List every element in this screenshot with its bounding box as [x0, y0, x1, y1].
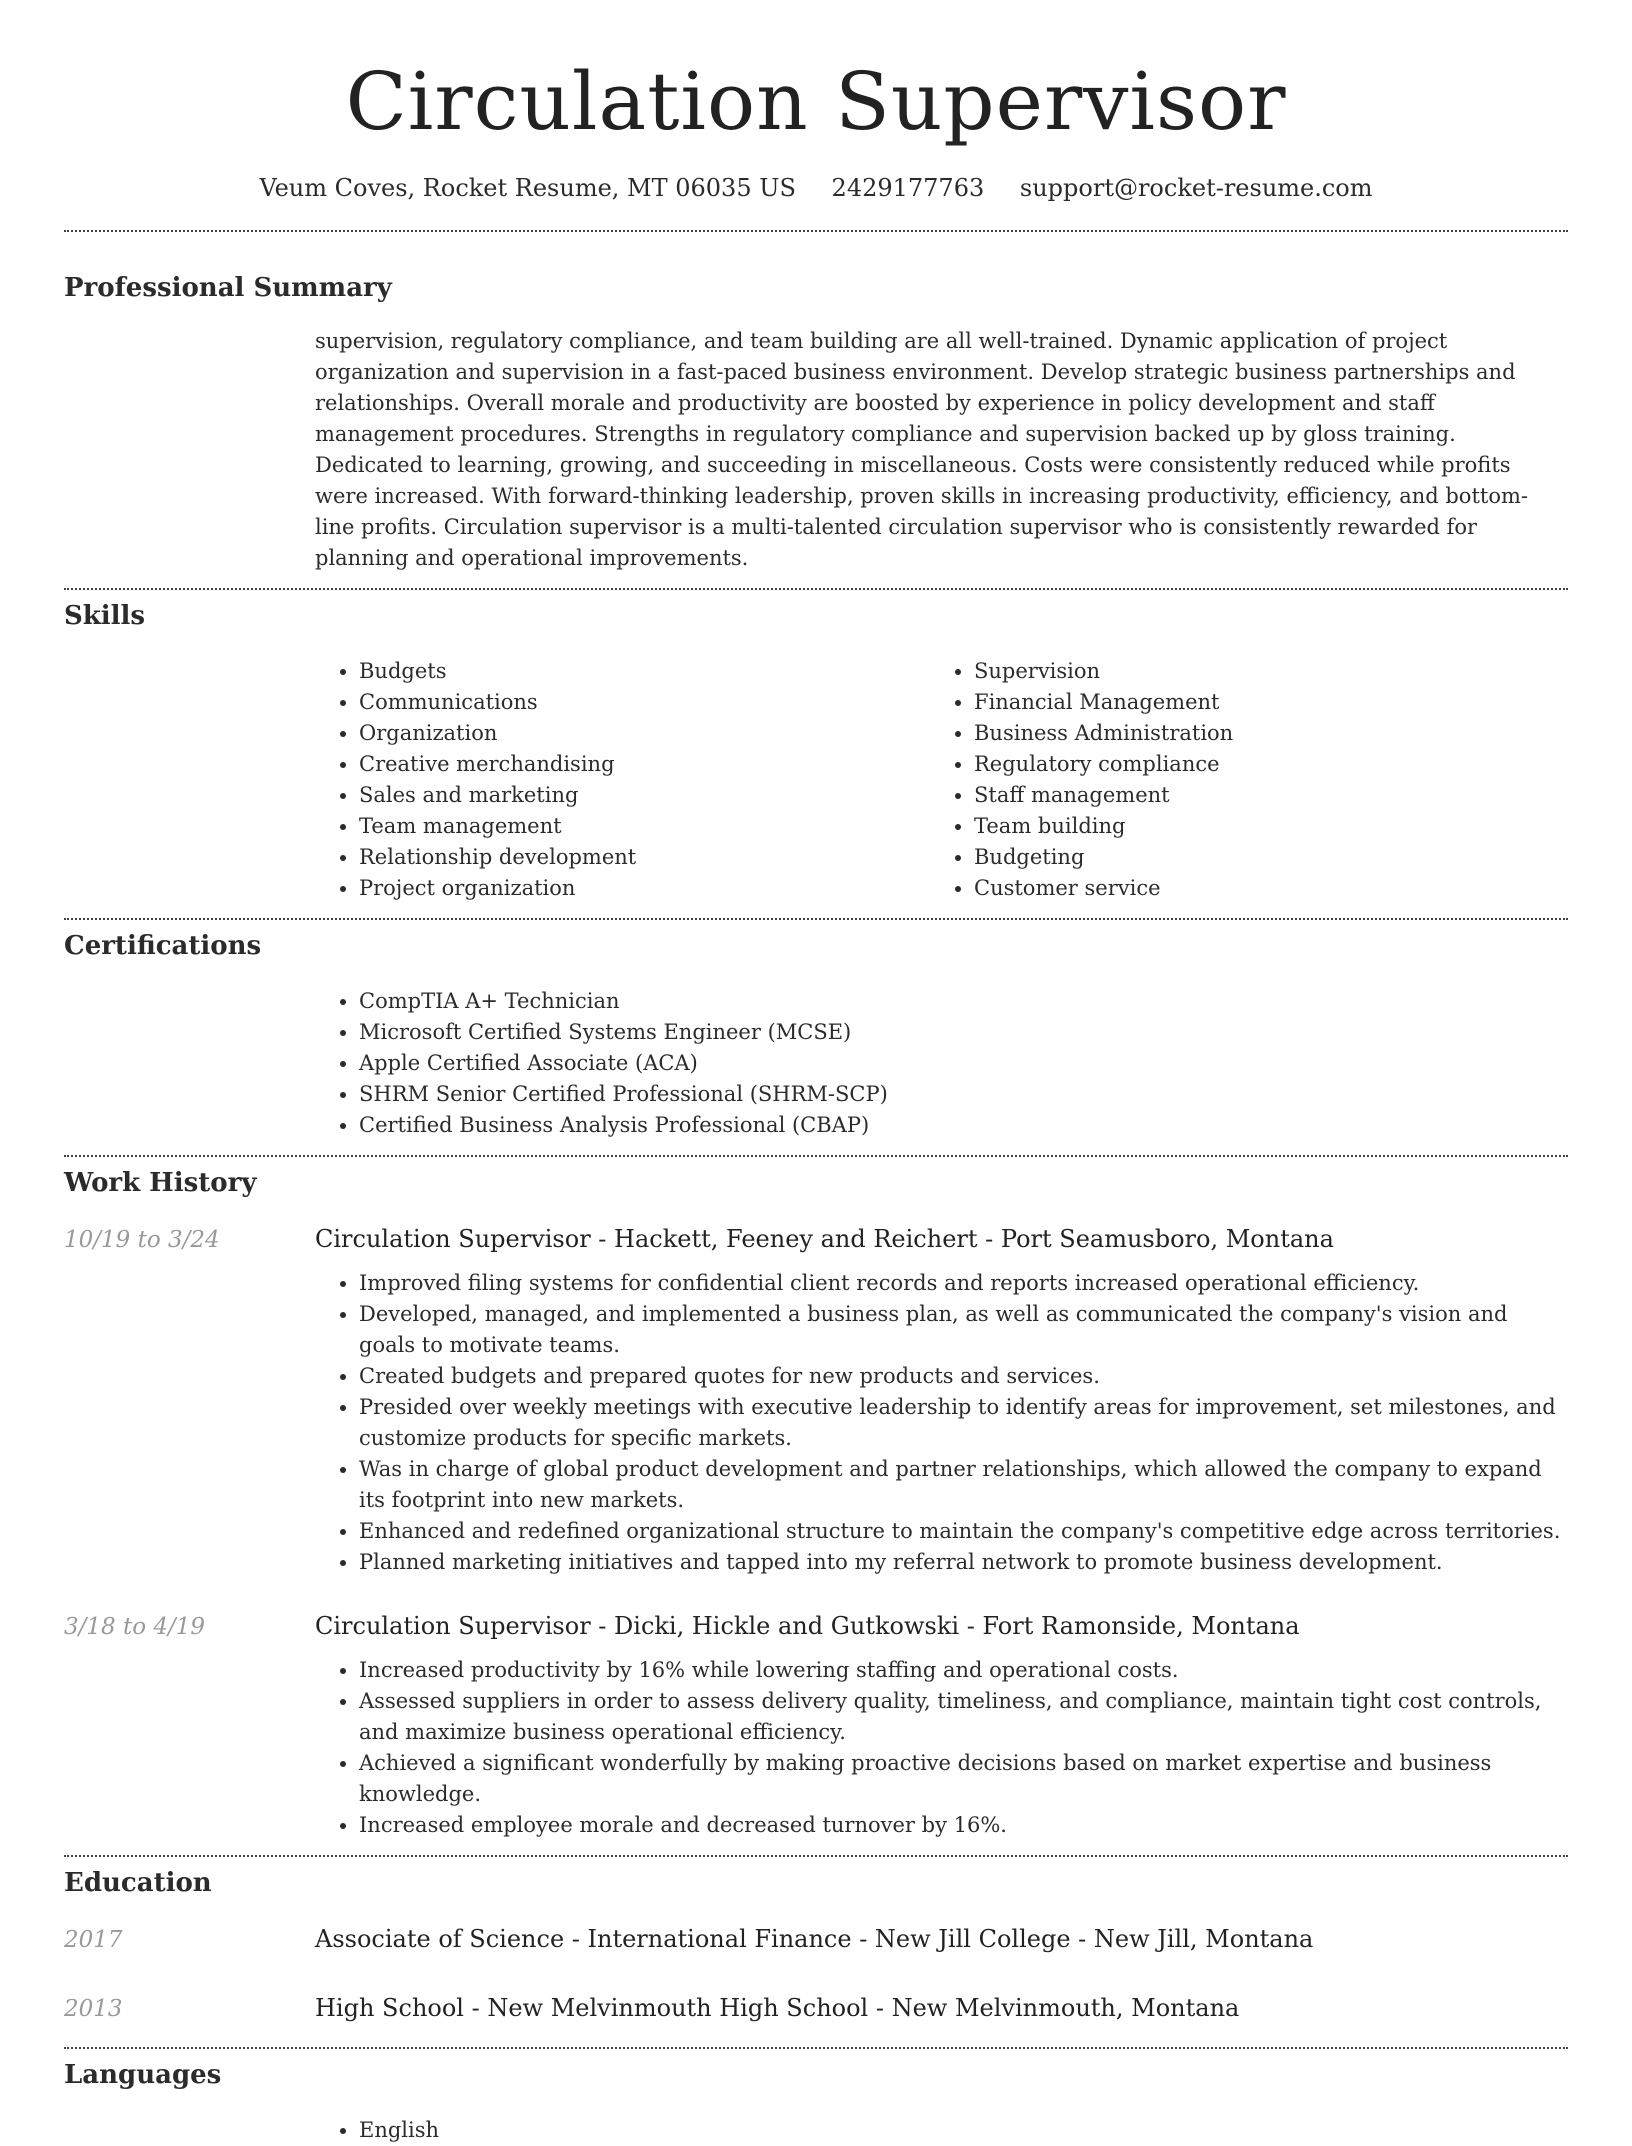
job-bullet: • Created budgets and prepared quotes for new products and services. [359, 1361, 1568, 1392]
job-bullets [315, 1655, 1568, 1841]
certification-item: • CompTIA A+ Technician [359, 986, 1568, 1017]
job-bullet: • Was in charge of global product development and partner relationships, which allowed the company to expand its footprint into new markets. [359, 1454, 1568, 1516]
section-title-summary: Professional Summary [64, 273, 392, 303]
job-date: 10/19 to 3/24 [64, 1227, 220, 1253]
skill-item: • Organization [359, 718, 930, 749]
skill-item: • Supervision [974, 656, 1545, 687]
job-bullet: • Enhanced and redefined organizational structure to maintain the company's competitive edge across territories. [359, 1516, 1568, 1547]
section-summary [64, 272, 1568, 574]
education-title: Associate of Science - International Finance - New Jill College - New Jill, Montana [315, 1925, 1314, 1953]
job-bullet: • Developed, managed, and implemented a business plan, as well as communicated the company's vision and goals to motivate teams. [359, 1299, 1568, 1361]
job-title: Circulation Supervisor - Dicki, Hickle and Gutkowski - Fort Ramonside, Montana [315, 1612, 1300, 1640]
summary-text: supervision, regulatory compliance, and team building are all well-trained. Dynamic application of project organization and supervision in a fast-paced business environment. Develop strategic business partnerships and relationships. Overall morale and productivity are boosted by experience in policy development and staff management procedures. Strengths in regulatory compliance and supervision backed up by gloss training. Dedicated to learning, growing, and succeeding in miscellaneous. Costs were consistently reduced while profits were increased. With forward-thinking leadership, proven skills in increasing productivity, efficiency, and bottom-line profits. Circulation supervisor is a multi-talented circulation supervisor who is consistently rewarded for planning and operational improvements. [315, 329, 1528, 570]
skill-item: • Budgeting [974, 842, 1545, 873]
certification-item: • Certified Business Analysis Professional (CBAP) [359, 1110, 1568, 1141]
job-date: 3/18 to 4/19 [64, 1614, 206, 1640]
contact-email: support@rocket-resume.com [1019, 174, 1373, 202]
job-entry [64, 1223, 1568, 1578]
job-bullet: • Planned marketing initiatives and tapped into my referral network to promote business development. [359, 1547, 1568, 1578]
skill-item: • Communications [359, 687, 930, 718]
section-title-languages: Languages [64, 2060, 222, 2090]
job-bullet: • Increased productivity by 16% while lowering staffing and operational costs. [359, 1655, 1568, 1686]
skill-item: • Business Administration [974, 718, 1545, 749]
job-bullet: • Assessed suppliers in order to assess delivery quality, timeliness, and compliance, maintain tight cost controls, and maximize business operational efficiency. [359, 1686, 1568, 1748]
contact-line [64, 172, 1568, 204]
job-title: Circulation Supervisor - Hackett, Feeney and Reichert - Port Seamusboro, Montana [315, 1225, 1334, 1253]
section-work-history [64, 1167, 1568, 1841]
certifications-content [315, 986, 1568, 1141]
section-title-certifications: Certifications [64, 931, 262, 961]
section-title-work: Work History [64, 1168, 257, 1198]
divider [64, 588, 1568, 590]
certification-item: • Microsoft Certified Systems Engineer (MCSE) [359, 1017, 1568, 1048]
job-bullet: • Improved filing systems for confidential client records and reports increased operational efficiency. [359, 1268, 1568, 1299]
certifications-list [315, 986, 1568, 1141]
education-title: High School - New Melvinmouth High School - New Melvinmouth, Montana [315, 1994, 1240, 2022]
skill-item: • Sales and marketing [359, 780, 930, 811]
section-title-education: Education [64, 1868, 212, 1898]
skill-item: • Regulatory compliance [974, 749, 1545, 780]
job-header [64, 1610, 1568, 1643]
job-bullet: • Achieved a significant wonderfully by making proactive decisions based on market expertise and business knowledge. [359, 1748, 1568, 1810]
skill-item: • Team management [359, 811, 930, 842]
education-entry [64, 1992, 1568, 2025]
education-date: 2013 [64, 1996, 123, 2022]
divider [64, 1855, 1568, 1857]
education-date: 2017 [64, 1927, 123, 1953]
job-bullet: • Increased employee morale and decreased turnover by 16%. [359, 1810, 1568, 1841]
job-entry [64, 1610, 1568, 1841]
skill-item: • Financial Management [974, 687, 1545, 718]
job-bullets [315, 1268, 1568, 1578]
section-education [64, 1867, 1568, 2025]
skill-item: • Team building [974, 811, 1545, 842]
contact-phone: 2429177763 [831, 174, 985, 202]
job-header [64, 1223, 1568, 1256]
skill-item: • Creative merchandising [359, 749, 930, 780]
divider [64, 918, 1568, 920]
resume-page [64, 0, 1568, 2146]
candidate-name: Circulation Supervisor [345, 55, 1287, 148]
contact-address: Veum Coves, Rocket Resume, MT 06035 US [259, 174, 796, 202]
certification-item: • Apple Certified Associate (ACA) [359, 1048, 1568, 1079]
languages-list [315, 2115, 1568, 2146]
skill-item: • Budgets [359, 656, 930, 687]
skill-item: • Customer service [974, 873, 1545, 904]
divider [64, 230, 1568, 232]
section-skills [64, 600, 1568, 904]
languages-content [315, 2115, 1568, 2146]
job-bullet: • Presided over weekly meetings with executive leadership to identify areas for improvement, set milestones, and customize products for specific markets. [359, 1392, 1568, 1454]
skill-item: • Project organization [359, 873, 930, 904]
divider [64, 2047, 1568, 2049]
skills-list-left [315, 656, 930, 904]
education-entry [64, 1923, 1568, 1956]
skills-list-right [930, 656, 1545, 904]
section-languages [64, 2059, 1568, 2146]
certification-item: • SHRM Senior Certified Professional (SHRM-SCP) [359, 1079, 1568, 1110]
skill-item: • Relationship development [359, 842, 930, 873]
skills-columns [315, 656, 1568, 904]
language-item: • English [359, 2115, 1568, 2146]
divider [64, 1155, 1568, 1157]
section-title-skills: Skills [64, 601, 146, 631]
section-certifications [64, 930, 1568, 1141]
skill-item: • Staff management [974, 780, 1545, 811]
